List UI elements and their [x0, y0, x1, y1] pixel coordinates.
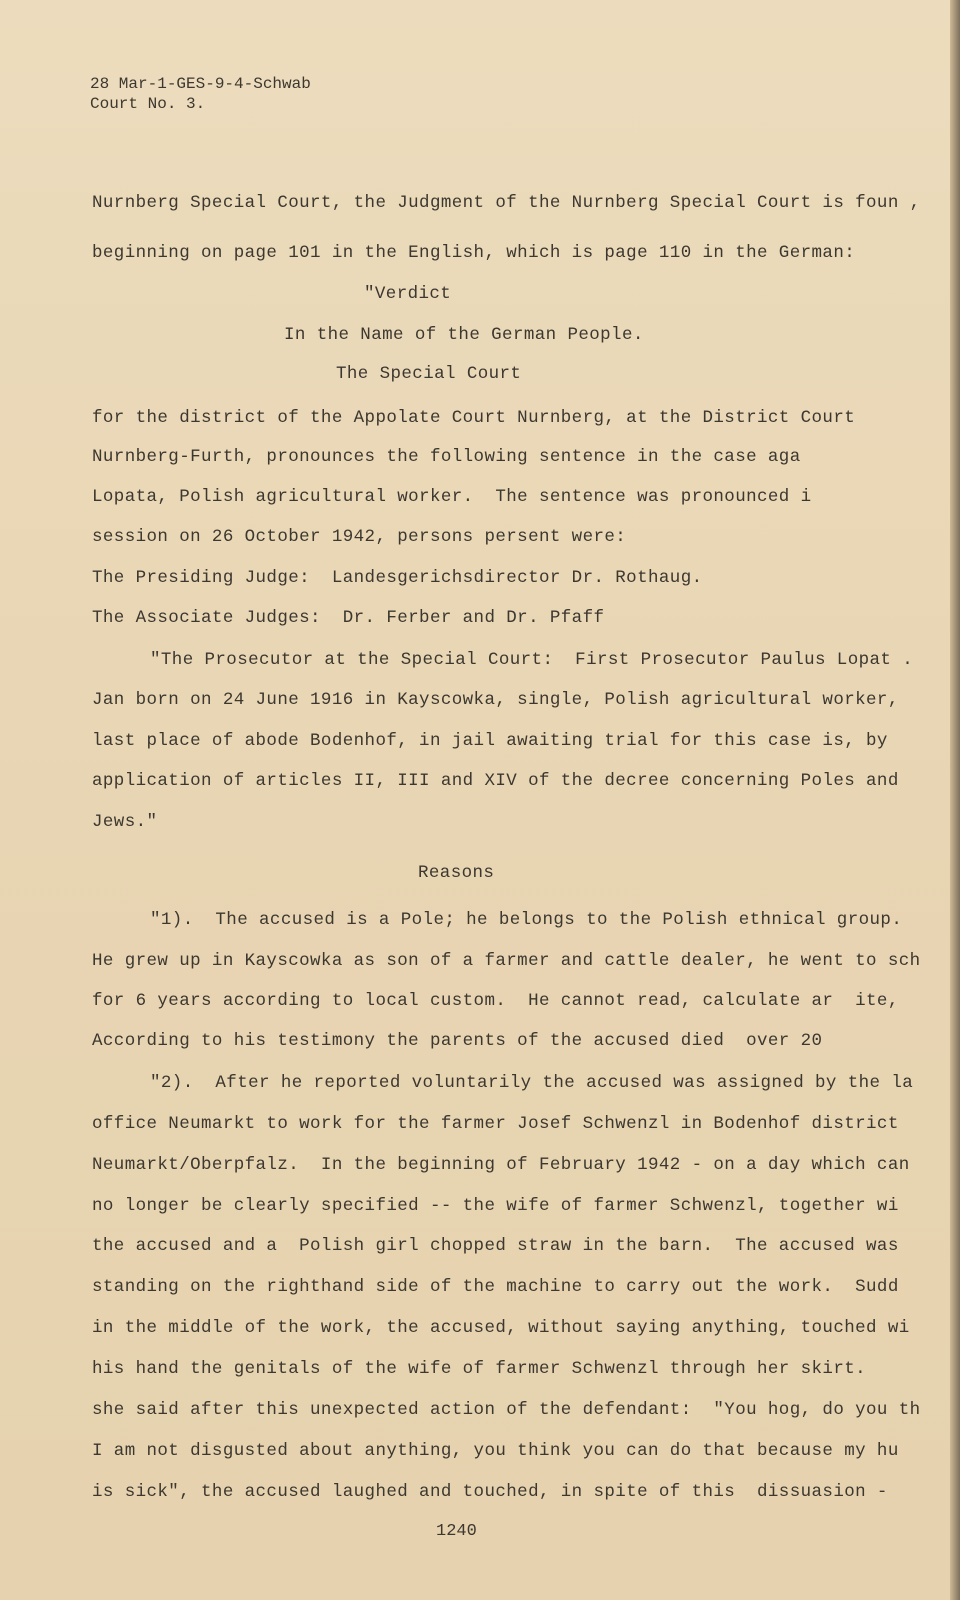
text-line: for the district of the Appolate Court Nurnberg, at the District Court [92, 408, 856, 428]
text-line: "1). The accused is a Pole; he belongs to the Polish ethnical group. [150, 910, 903, 930]
text-line: is sick", the accused laughed and touched, in spite of this dissuasion - [92, 1482, 888, 1502]
text-line: no longer be clearly specified -- the wife of farmer Schwenzl, together wi [92, 1196, 899, 1216]
page-edge [950, 0, 960, 1600]
text-line: application of articles II, III and XIV of the decree concerning Poles and [92, 771, 899, 791]
text-line: standing on the righthand side of the machine to carry out the work. Sudd [92, 1277, 899, 1297]
text-line: I am not disgusted about anything, you think you can do that because my hu [92, 1441, 899, 1461]
heading-reasons: Reasons [418, 863, 495, 883]
text-line: Neumarkt/Oberpfalz. In the beginning of February 1942 - on a day which can [92, 1155, 910, 1175]
header-line-1: 28 Mar-1-GES-9-4-Schwab [90, 75, 311, 93]
text-line: session on 26 October 1942, persons persent were: [92, 527, 627, 547]
header-line-2: Court No. 3. [90, 95, 206, 113]
text-line: According to his testimony the parents of the accused died over 20 [92, 1031, 823, 1051]
text-line: his hand the genitals of the wife of farmer Schwenzl through her skirt. [92, 1359, 867, 1379]
text-line: Lopata, Polish agricultural worker. The sentence was pronounced i [92, 487, 812, 507]
page-number: 1240 [436, 1522, 477, 1541]
text-line: last place of abode Bodenhof, in jail awaiting trial for this case is, by [92, 731, 888, 751]
text-line: beginning on page 101 in the English, which is page 110 in the German: [92, 243, 856, 263]
heading-verdict: "Verdict [364, 284, 452, 304]
heading-special-court: The Special Court [336, 364, 522, 384]
text-line: Jews." [92, 812, 158, 832]
text-line: "2). After he reported voluntarily the accused was assigned by the la [150, 1073, 914, 1093]
text-line: for 6 years according to local custom. He cannot read, calculate ar ite, [92, 991, 899, 1011]
heading-people: In the Name of the German People. [284, 325, 644, 345]
text-line: office Neumarkt to work for the farmer Josef Schwenzl in Bodenhof district [92, 1114, 899, 1134]
text-line: The Presiding Judge: Landesgerichsdirector Dr. Rothaug. [92, 568, 703, 588]
text-line: He grew up in Kayscowka as son of a farmer and cattle dealer, he went to sch [92, 951, 921, 971]
text-line: "The Prosecutor at the Special Court: First Prosecutor Paulus Lopat . [150, 650, 914, 670]
text-line: The Associate Judges: Dr. Ferber and Dr. Pfaff [92, 608, 605, 628]
text-line: in the middle of the work, the accused, without saying anything, touched wi [92, 1318, 910, 1338]
text-line: Nurnberg Special Court, the Judgment of the Nurnberg Special Court is foun , [92, 193, 921, 213]
text-line: Nurnberg-Furth, pronounces the following sentence in the case aga [92, 447, 801, 467]
header-block [90, 74, 311, 114]
text-line: Jan born on 24 June 1916 in Kayscowka, single, Polish agricultural worker, [92, 690, 899, 710]
text-line: the accused and a Polish girl chopped straw in the barn. The accused was [92, 1236, 899, 1256]
text-line: she said after this unexpected action of the defendant: "You hog, do you th [92, 1400, 921, 1420]
